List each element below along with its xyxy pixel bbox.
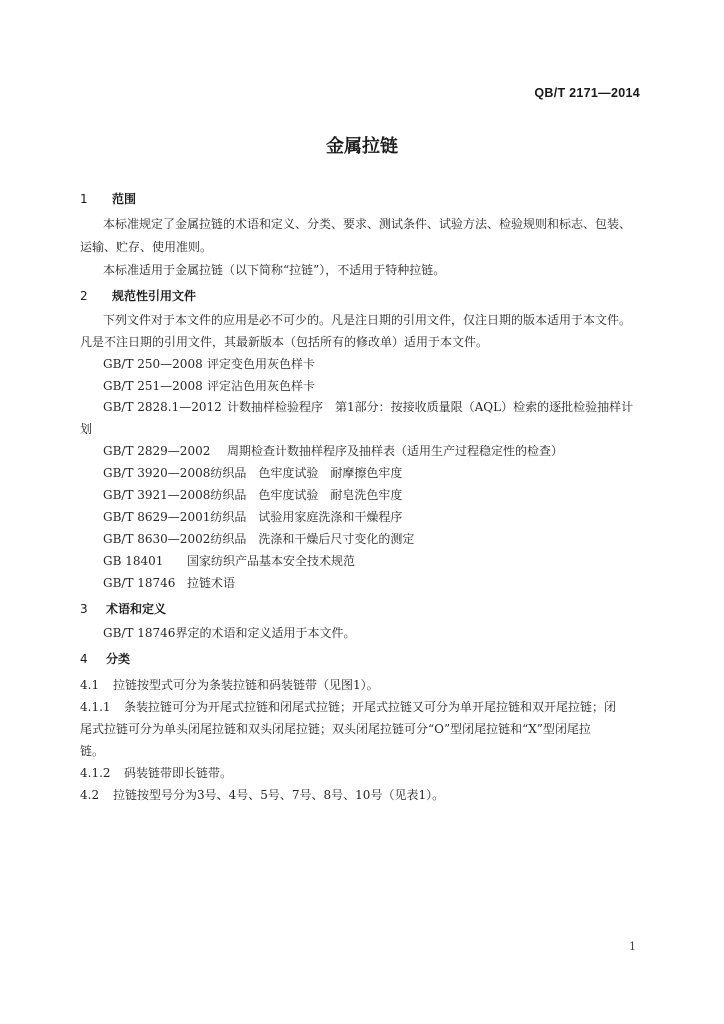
reference-code: GB/T 251—2008 — [103, 379, 203, 393]
section-title: 范围 — [112, 192, 137, 206]
section-number: 1 — [80, 192, 88, 206]
reference-title: 周期检查计数抽样程序及抽样表（适用生产过程稳定性的检查） — [227, 444, 564, 458]
section-title: 分类 — [106, 652, 131, 666]
clause-continuation: 尾式拉链可分为单头闭尾拉链和双头闭尾拉链；双头闭尾拉链可分“O”型闭尾拉链和“X”型闭尾拉 — [80, 722, 591, 736]
reference-item — [103, 486, 402, 503]
reference-item — [103, 552, 355, 569]
page-number: 1 — [629, 940, 636, 953]
reference-title: 国家纺织产品基本安全技术规范 — [187, 554, 356, 568]
paragraph-refs-1: 下列文件对于本文件的应用是必不可少的。凡是注日期的引用文件，仅注日期的版本适用于本文件。 — [103, 313, 632, 327]
clause-text: 条装拉链可分为开尾式拉链和闭尾式拉链；开尾式拉链又可分为单开尾拉链和双开尾拉链；闭 — [124, 700, 617, 714]
section-2-heading — [80, 287, 196, 304]
reference-item — [103, 508, 402, 525]
section-1-heading — [80, 190, 136, 207]
section-number: 4 — [80, 652, 88, 666]
clause-item — [80, 764, 232, 781]
reference-continuation — [80, 420, 92, 437]
section-title: 术语和定义 — [106, 602, 167, 616]
reference-item — [103, 398, 633, 415]
paragraph-terms: GB/T 18746界定的术语和定义适用于本文件。 — [103, 626, 356, 640]
clause-number: 4.2 — [80, 788, 100, 802]
section-number: 2 — [80, 289, 88, 303]
paragraph-scope-2: 运输、贮存、使用准则。 — [80, 240, 213, 254]
reference-code: GB/T 250—2008 — [103, 357, 203, 371]
reference-item — [103, 442, 563, 459]
clause-number: 4.1.1 — [80, 700, 111, 714]
reference-item — [103, 530, 414, 547]
reference-title: 纺织品 试验用家庭洗涤和干燥程序 — [210, 510, 403, 524]
reference-title: 评定沾色用灰色样卡 — [207, 379, 316, 393]
reference-title: 评定变色用灰色样卡 — [207, 357, 316, 371]
clause-item — [80, 786, 444, 803]
clause-number: 4.1 — [80, 678, 100, 692]
section-4-heading — [80, 650, 130, 667]
reference-code: GB/T 2828.1—2012 — [103, 400, 222, 414]
reference-code: GB/T 8629—2001 — [103, 510, 211, 524]
reference-code: GB/T 3920—2008 — [103, 466, 211, 480]
clause-text: 码装链带即长链带。 — [124, 766, 233, 780]
document-title: 金属拉链 — [326, 136, 398, 157]
reference-item — [103, 377, 315, 394]
clause-item — [80, 698, 616, 715]
standard-code: QB/T 2171—2014 — [534, 86, 640, 100]
paragraph-refs-2: 凡是不注日期的引用文件，其最新版本（包括所有的修改单）适用于本文件。 — [80, 335, 489, 349]
section-title: 规范性引用文件 — [112, 289, 197, 303]
clause-number: 4.1.2 — [80, 766, 111, 780]
reference-title: 计数抽样检验程序 第1部分：按接收质量限（AQL）检索的逐批检验抽样计 — [227, 400, 634, 414]
reference-item — [103, 355, 315, 372]
section-3-heading — [80, 600, 166, 617]
reference-title: 划 — [80, 422, 93, 436]
section-number: 3 — [80, 602, 88, 616]
clause-text: 拉链按型式可分为条装拉链和码装链带（见图1）。 — [113, 678, 379, 692]
paragraph-scope-3: 本标准适用于金属拉链（以下简称“拉链”），不适用于特种拉链。 — [103, 263, 446, 277]
reference-code: GB 18401 — [103, 554, 164, 568]
clause-text: 拉链按型号分为3号、4号、5号、7号、8号、10号（见表1）。 — [113, 788, 445, 802]
reference-code: GB/T 8630—2002 — [103, 532, 211, 546]
clause-continuation: 链。 — [80, 744, 105, 758]
reference-code: GB/T 18746 — [103, 576, 176, 590]
reference-title: 纺织品 洗涤和干燥后尺寸变化的测定 — [210, 532, 415, 546]
reference-code: GB/T 2829—2002 — [103, 444, 211, 458]
reference-title: 拉链术语 — [187, 576, 236, 590]
paragraph-scope-1: 本标准规定了金属拉链的术语和定义、分类、要求、测试条件、试验方法、检验规则和标志、包装、 — [103, 217, 632, 231]
clause-item — [80, 676, 379, 693]
reference-item — [103, 574, 235, 591]
reference-title: 纺织品 色牢度试验 耐皂洗色牢度 — [210, 488, 403, 502]
reference-item — [103, 464, 402, 481]
reference-title: 纺织品 色牢度试验 耐摩擦色牢度 — [210, 466, 403, 480]
reference-code: GB/T 3921—2008 — [103, 488, 211, 502]
